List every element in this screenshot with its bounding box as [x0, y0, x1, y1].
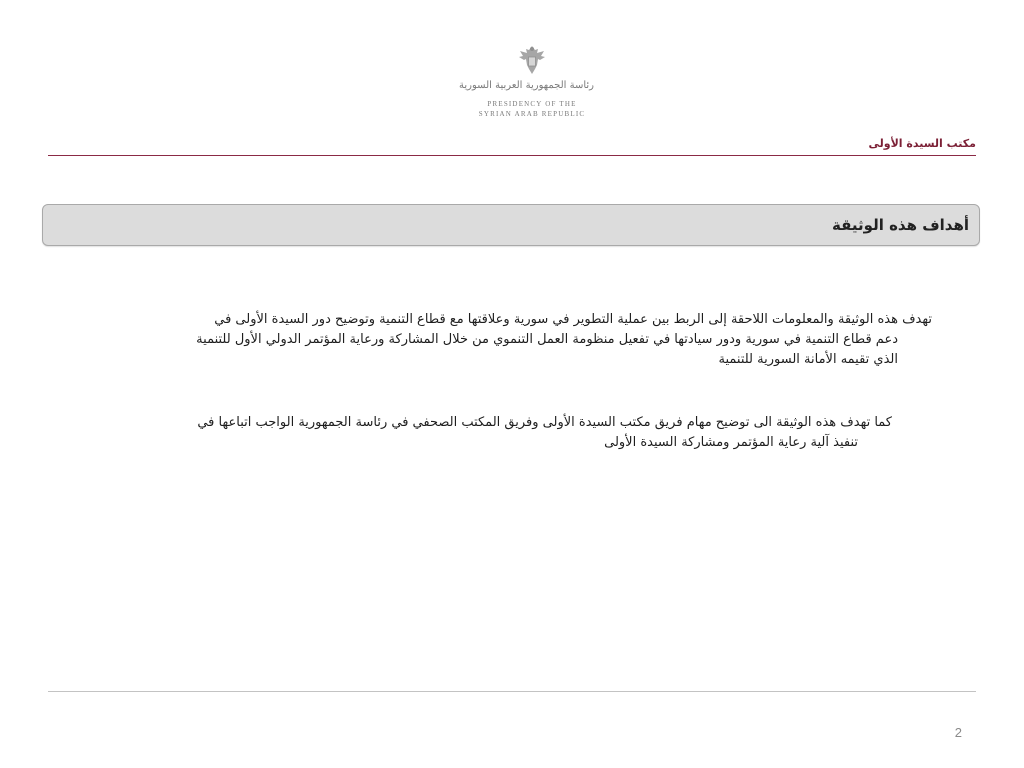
logo-arabic-text: رئاسة الجمهورية العربية السورية — [459, 80, 594, 91]
paragraph-line: تهدف هذه الوثيقة والمعلومات اللاحقة إلى الربط بين عملية التطوير في سورية وعلاقتها مع قطاع التنمية وتوضيح دور السيدة الأولى في — [214, 312, 932, 327]
paragraph-line: الذي تقيمه الأمانة السورية للتنمية — [718, 352, 898, 367]
paragraph-line: دعم قطاع التنمية في سورية ودور سيادتها في تفعيل منظومة العمل التنموي من خلال المشاركة ورعاية المؤتمر الدولي الأول للتنمية — [196, 332, 898, 347]
page-number: 2 — [954, 725, 962, 740]
section-title-bar — [42, 204, 980, 246]
logo-english-line-2: SYRIAN ARAB REPUBLIC — [478, 110, 586, 118]
header-divider — [48, 155, 976, 156]
footer-divider — [48, 691, 976, 692]
eagle-emblem-icon — [517, 44, 547, 76]
presidency-logo — [459, 44, 594, 119]
paragraph-line: تنفيذ آلية رعاية المؤتمر ومشاركة السيدة الأولى — [604, 435, 858, 450]
objectives-paragraph-2 — [12, 413, 892, 453]
section-title: أهداف هذه الوثيقة — [832, 216, 969, 234]
paragraph-line: كما تهدف هذه الوثيقة الى توضيح مهام فريق مكتب السيدة الأولى وفريق المكتب الصحفي في رئاسة الجمهورية الواجب اتباعها في — [197, 415, 892, 430]
office-label: مكتب السيدة الأولى — [868, 137, 976, 150]
logo-english-line-1: PRESIDENCY OF THE — [487, 100, 577, 108]
logo-english-text — [470, 99, 594, 119]
objectives-paragraph-1 — [52, 310, 932, 370]
